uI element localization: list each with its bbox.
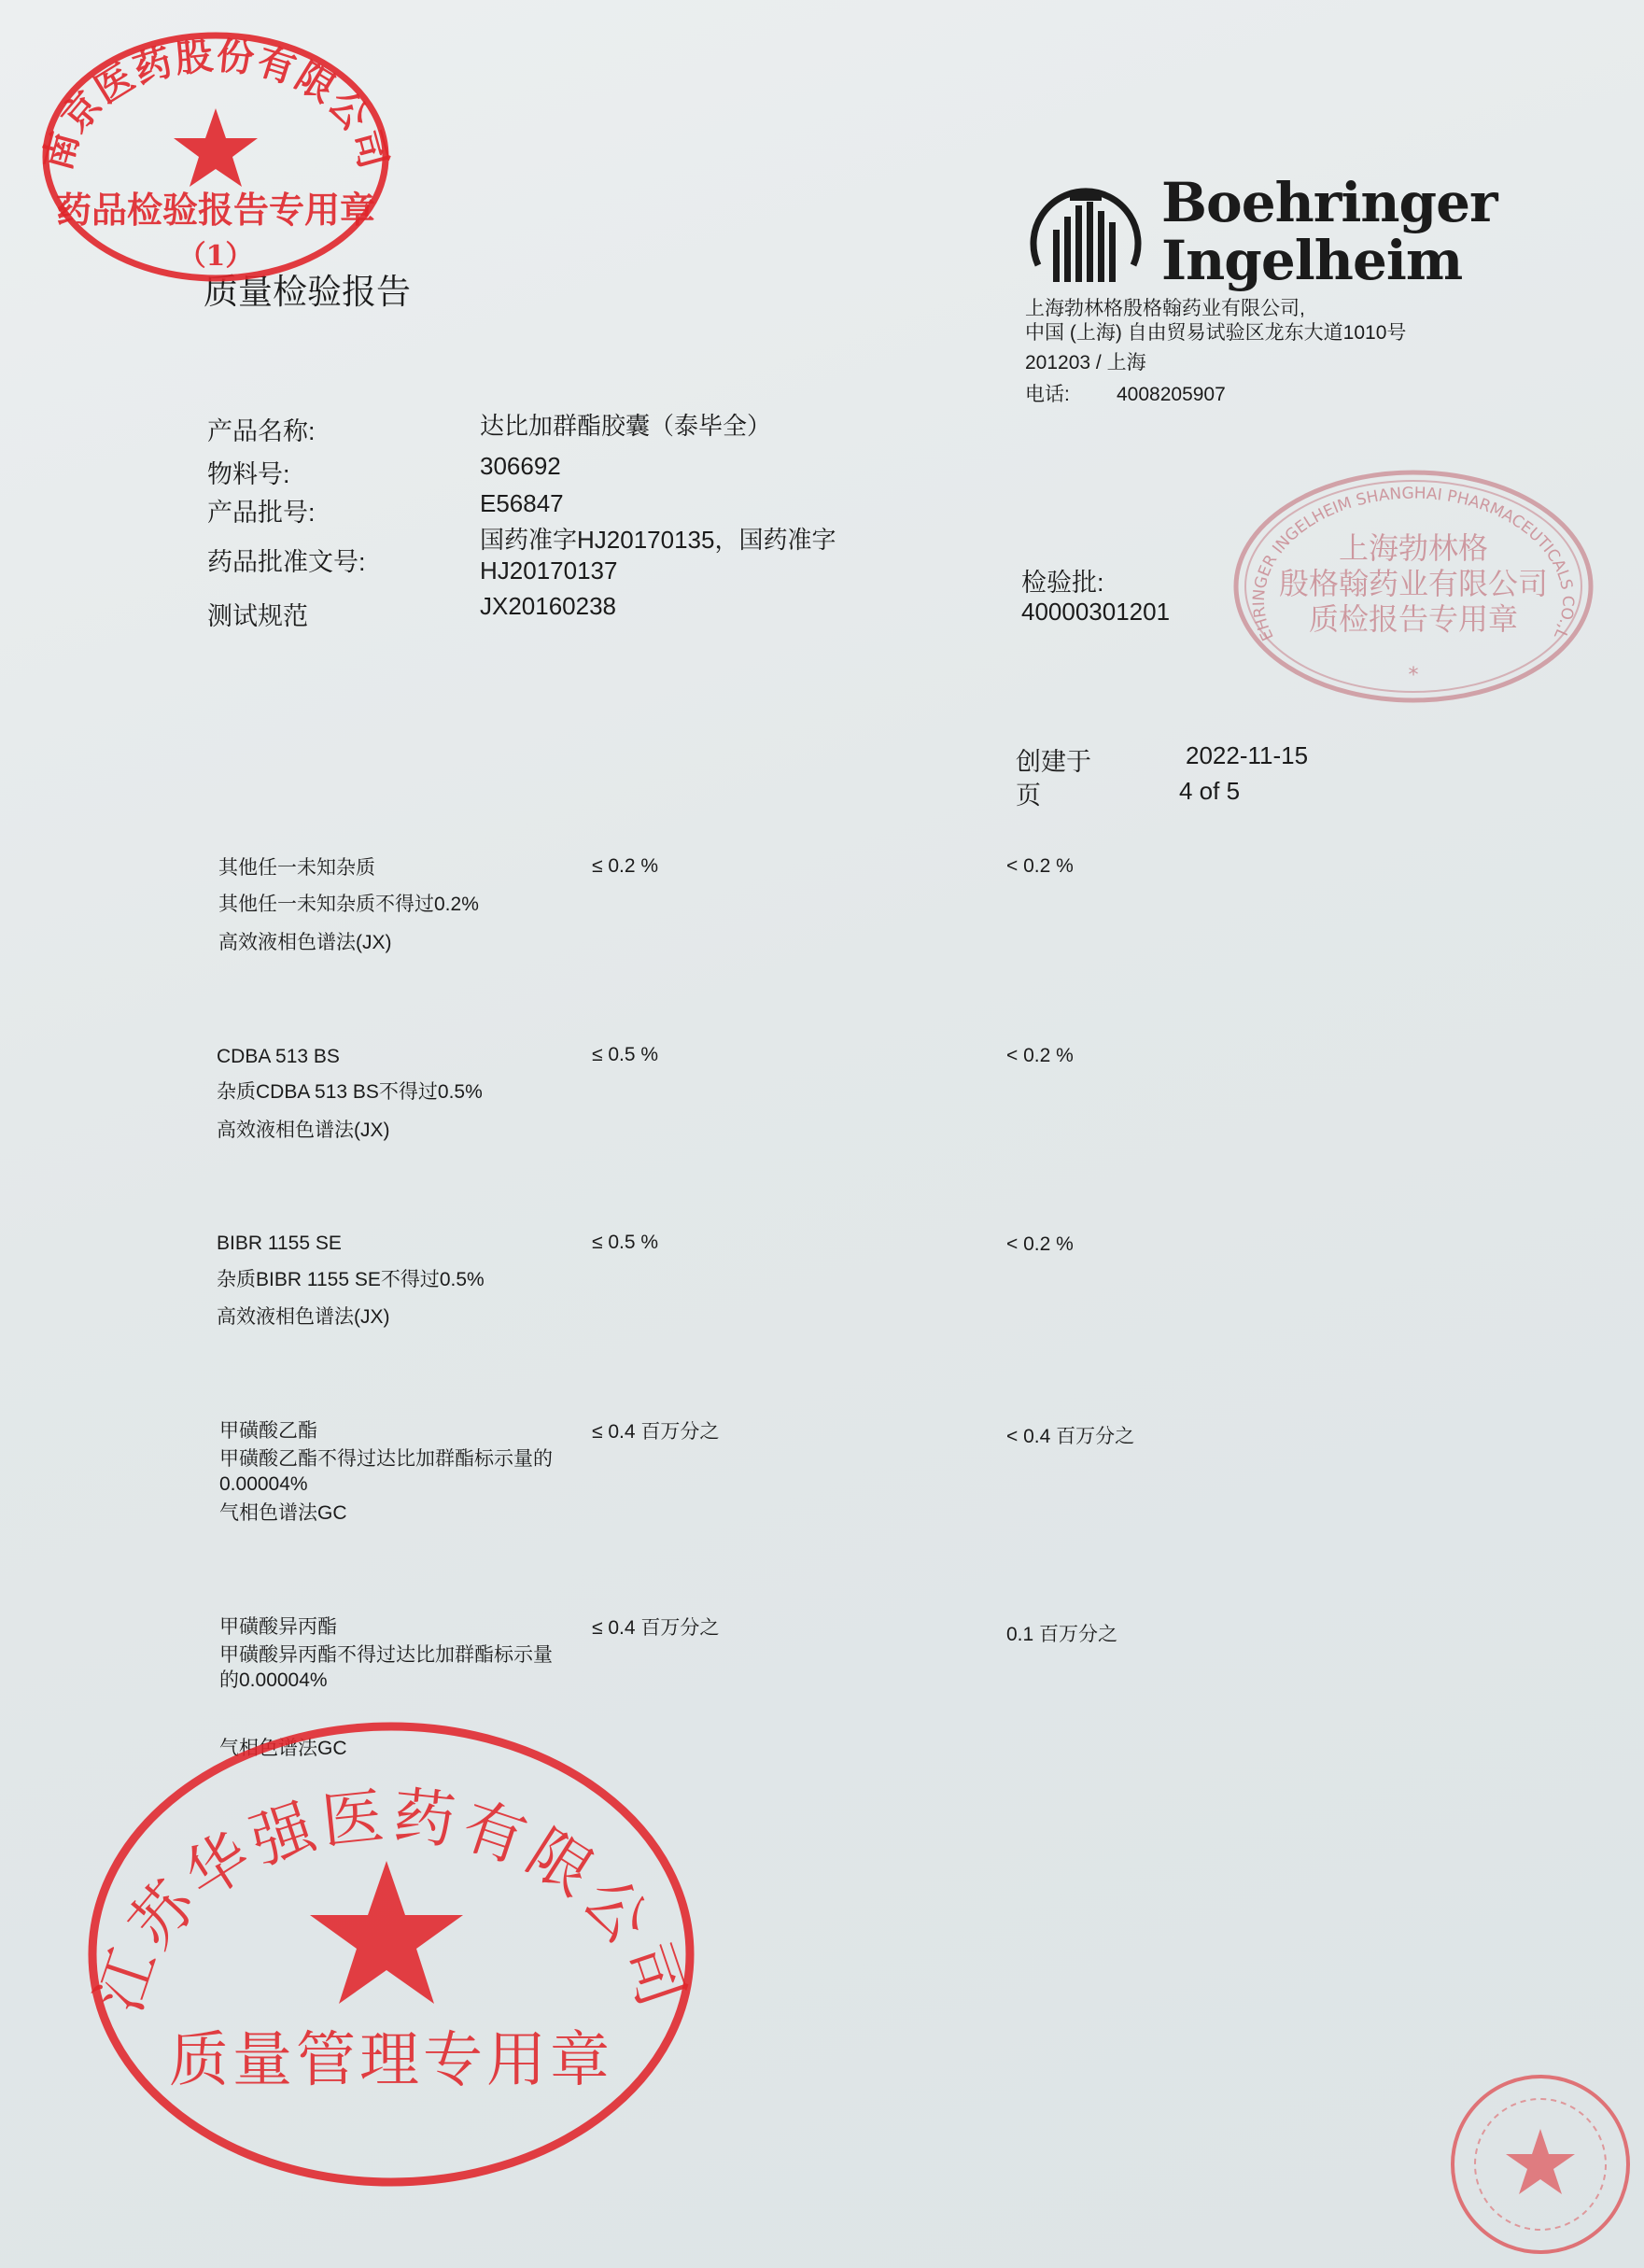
- test-limit: ≤ 0.4 百万分之: [592, 1421, 720, 1443]
- phone-label: 电话:: [1025, 384, 1070, 405]
- approval-line1: 国药准字HJ20170135，国药准字: [480, 526, 836, 554]
- test-limit: ≤ 0.2 %: [592, 855, 659, 877]
- created-date: 2022-11-15: [1186, 741, 1309, 769]
- test-name: 其他任一未知杂质: [218, 857, 375, 879]
- test-limit: ≤ 0.5 %: [592, 1232, 659, 1253]
- svg-text:江苏华强医药有限公司: 江苏华强医药有限公司: [82, 1779, 700, 2021]
- jiangsu-quality-stamp: [78, 1716, 704, 2192]
- test-name: CDBA 513 BS: [217, 1046, 340, 1067]
- test-name: 甲磺酸异丙酯: [219, 1616, 337, 1638]
- test-description: 杂质BIBR 1155 SE不得过0.5%: [217, 1269, 485, 1290]
- test-name: BIBR 1155 SE: [217, 1233, 342, 1254]
- company-name: 上海勃林格殷格翰药业有限公司,: [1025, 298, 1305, 319]
- svg-text:南京医药股份有限公司: 南京医药股份有限公司: [35, 34, 397, 176]
- test-result: 0.1 百万分之: [1006, 1624, 1118, 1645]
- product-name: 达比加群酯胶囊（泰毕全）: [480, 412, 772, 440]
- phone-number: 4008205907: [1117, 384, 1226, 405]
- test-result: < 0.2 %: [1006, 1233, 1074, 1255]
- svg-text:上海勃林格: 上海勃林格: [1338, 530, 1489, 566]
- test-name: 甲磺酸乙酯: [219, 1420, 317, 1442]
- test-method: 高效液相色谱法(JX): [218, 932, 392, 953]
- logo-line1: Boehringer: [1161, 171, 1497, 234]
- star-icon: *: [1408, 664, 1419, 687]
- spec-number: JX20160238: [480, 592, 617, 620]
- company-logo: [1025, 171, 1497, 295]
- bi-quality-report-stamp: [1224, 451, 1596, 708]
- lot-label: 检验批:: [1021, 569, 1104, 597]
- boehringer-logo-icon: [1025, 174, 1146, 291]
- svg-text:BOEHRINGER INGELHEIM SHANGHAI: BOEHRINGER INGELHEIM SHANGHAI PHARMACEUTICALS CO.,LTD.: [1224, 451, 1578, 644]
- test-result: < 0.2 %: [1006, 1045, 1074, 1066]
- product-name-label: 产品名称:: [207, 417, 316, 445]
- test-description-cont: 的0.00004%: [219, 1669, 328, 1691]
- test-method: 高效液相色谱法(JX): [217, 1120, 390, 1141]
- lot-number: 40000301201: [1021, 598, 1171, 626]
- logo-line2: Ingelheim: [1161, 229, 1463, 292]
- test-method: 高效液相色谱法(JX): [217, 1306, 390, 1328]
- test-result: < 0.4 百万分之: [1006, 1426, 1135, 1447]
- svg-text:质检报告专用章: 质检报告专用章: [1308, 601, 1519, 637]
- star-icon: [1506, 2129, 1575, 2194]
- company-address: 中国 (上海) 自由贸易试验区龙东大道1010号: [1025, 322, 1407, 344]
- batch-number: E56847: [480, 489, 564, 517]
- nanjing-inspection-stamp: [34, 24, 398, 290]
- test-description: 杂质CDBA 513 BS不得过0.5%: [217, 1081, 483, 1103]
- svg-text:（1）: （1）: [177, 240, 254, 273]
- page-label: 页: [1016, 782, 1041, 810]
- test-method: 气相色谱法GC: [219, 1738, 347, 1759]
- material-label: 物料号:: [207, 460, 290, 488]
- svg-text:质量管理专用章: 质量管理专用章: [169, 2026, 613, 2095]
- test-description: 甲磺酸乙酯不得过达比加群酯标示量的: [219, 1448, 553, 1470]
- small-red-seal: [1447, 2071, 1634, 2258]
- test-limit: ≤ 0.5 %: [592, 1044, 659, 1065]
- svg-text:药品检验报告专用章: 药品检验报告专用章: [55, 189, 376, 231]
- star-icon: [174, 108, 258, 187]
- report-title: 质量检验报告: [204, 272, 411, 312]
- approval-line2: HJ20170137: [480, 556, 618, 585]
- test-description: 其他任一未知杂质不得过0.2%: [218, 894, 479, 915]
- test-result: < 0.2 %: [1006, 855, 1074, 877]
- material-number: 306692: [480, 452, 561, 480]
- test-method: 气相色谱法GC: [219, 1502, 347, 1524]
- spec-label: 测试规范: [207, 602, 308, 630]
- approval-label: 药品批准文号:: [207, 548, 366, 576]
- batch-label: 产品批号:: [207, 499, 316, 527]
- created-label: 创建于: [1016, 748, 1091, 776]
- star-icon: [310, 1861, 463, 2004]
- svg-text:殷格翰药业有限公司: 殷格翰药业有限公司: [1278, 566, 1549, 601]
- company-postal: 201203 / 上海: [1025, 352, 1146, 373]
- page-number: 4 of 5: [1179, 777, 1241, 805]
- test-description: 甲磺酸异丙酯不得过达比加群酯标示量: [219, 1644, 553, 1666]
- test-limit: ≤ 0.4 百万分之: [592, 1617, 720, 1639]
- test-description-cont: 0.00004%: [219, 1473, 308, 1495]
